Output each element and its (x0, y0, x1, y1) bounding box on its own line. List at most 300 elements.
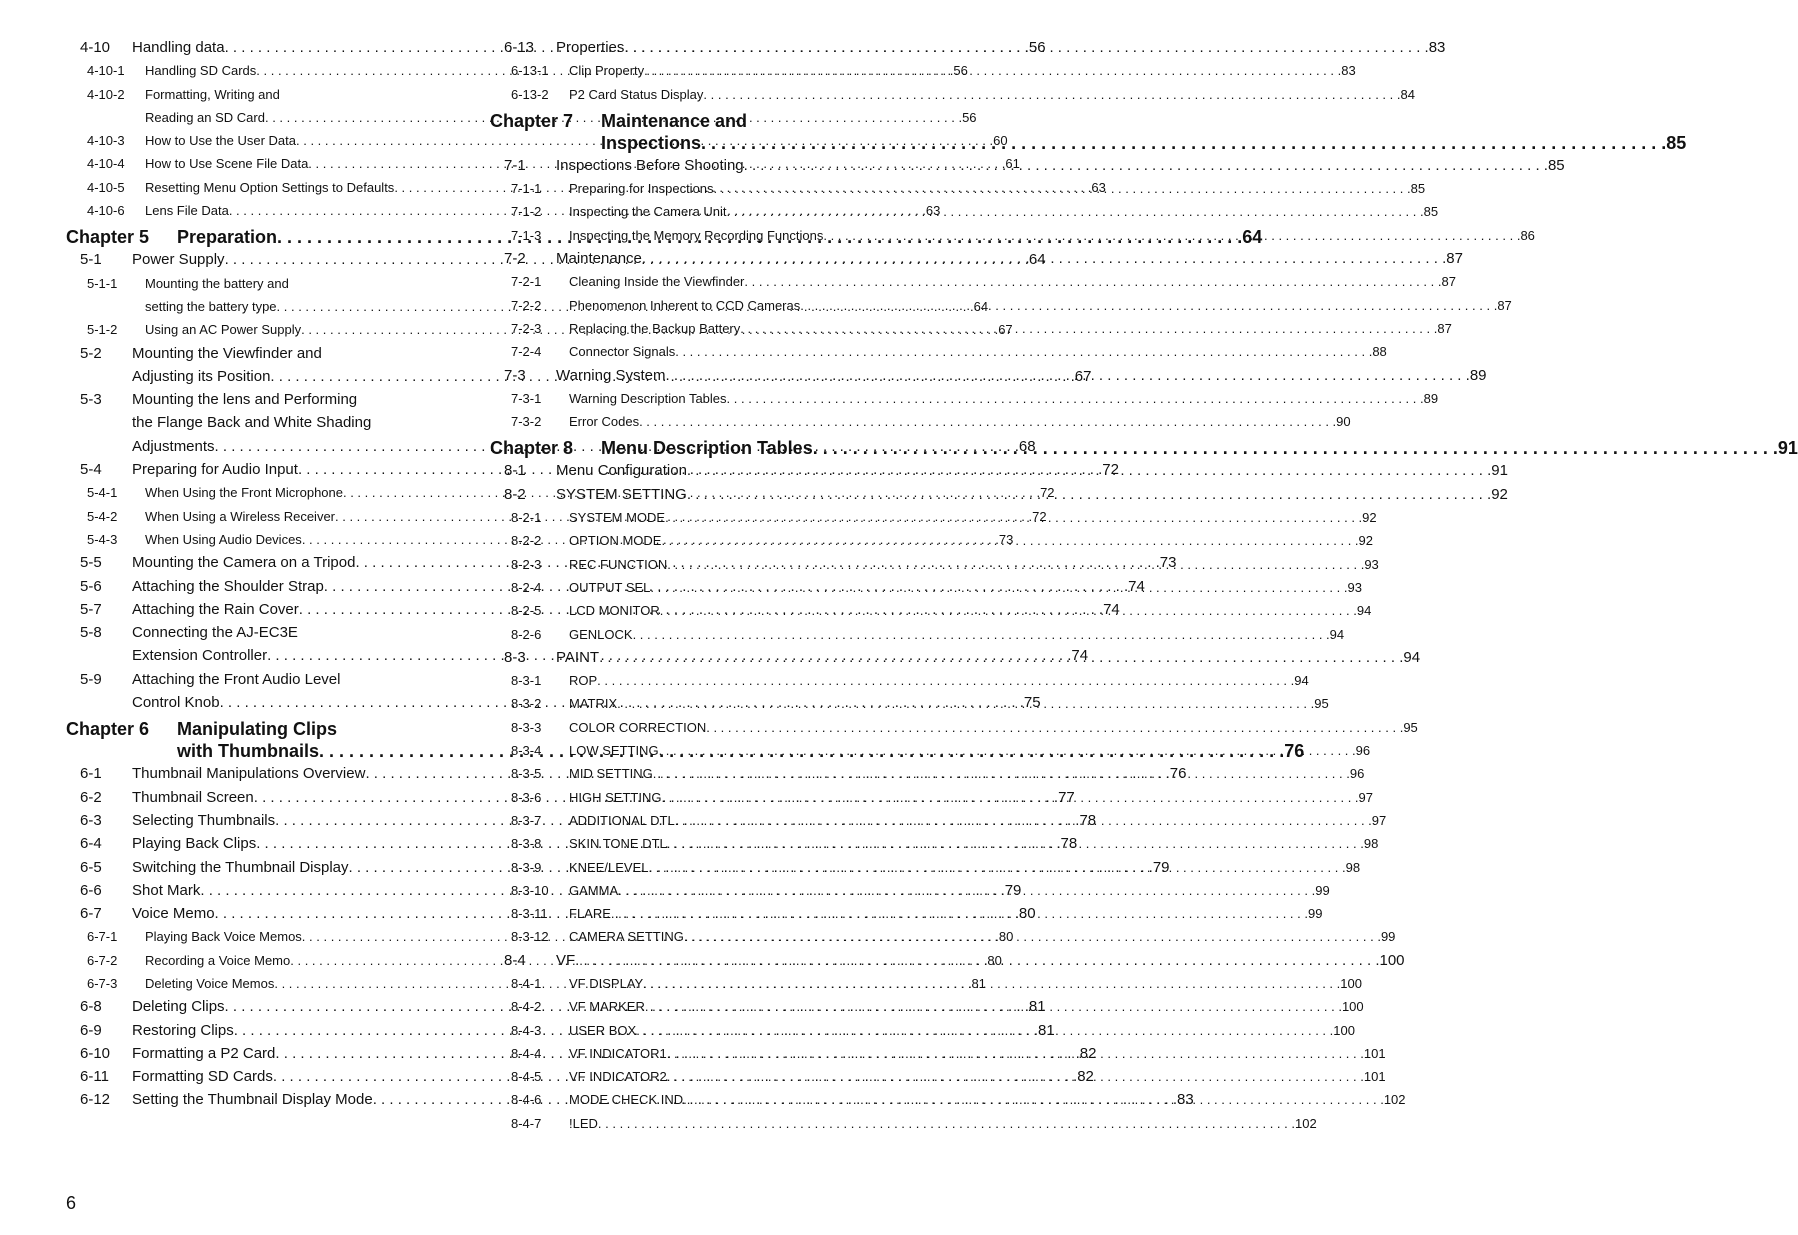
toc-entry-title: Maintenance (556, 250, 642, 268)
toc-entry-title: Warning Description Tables (569, 390, 727, 406)
toc-entry-title: VF INDICATOR1 (569, 1045, 667, 1061)
toc-entry-number: 8-3-7 (511, 812, 542, 828)
toc-page-number: 72 (1040, 485, 1055, 501)
toc-page-number: 96 (1349, 766, 1365, 782)
toc-page-number: 80 (1018, 905, 1036, 923)
toc-subsection-entry[interactable] (66, 272, 448, 295)
toc-entry-number: 8-2-1 (511, 510, 542, 526)
toc-entry-title: Inspecting the Camera Unit (569, 204, 727, 220)
toc-entry-number: 4-10 (80, 39, 111, 56)
toc-leader-dots (599, 646, 1403, 669)
toc-leader-dots (667, 832, 1364, 855)
toc-entry-title: Replacing the Backup Battery (569, 320, 741, 336)
toc-entry-title: Recording a Voice Memo (145, 952, 291, 968)
toc-section-entry[interactable] (66, 342, 448, 365)
toc-entry-number: 7-2-3 (511, 320, 542, 336)
toc-leader-dots (667, 553, 1364, 576)
toc-page-number: 92 (1491, 485, 1508, 503)
toc-entry-number: 7-2-1 (511, 274, 542, 290)
toc-entry-title: When Using Audio Devices (145, 531, 302, 547)
toc-page-number: 78 (1079, 811, 1097, 829)
toc-entry-number: 8-3 (504, 648, 526, 666)
toc-leader-dots (645, 995, 1342, 1018)
toc-page-number: 78 (1060, 835, 1078, 853)
toc-entry-title: KNEE/LEVEL (569, 859, 649, 875)
toc-entry-title: !LED (569, 1115, 598, 1131)
toc-entry-title: Reading an SD Card (145, 109, 265, 125)
toc-page-number: 92 (1362, 510, 1377, 526)
toc-entry-title: Adjustments (132, 437, 215, 455)
toc-page-number: 87 (1437, 320, 1452, 336)
toc-entry-number: 6-3 (80, 811, 102, 829)
toc-page-number: 93 (1364, 556, 1379, 572)
toc-subsection-entry[interactable] (490, 410, 1351, 433)
toc-page-number: 99 (1308, 906, 1323, 922)
toc-entry-number: 7-2 (504, 250, 526, 268)
toc-entry-title: Maintenance and (601, 110, 748, 131)
toc-leader-dots (633, 623, 1330, 646)
toc-page-number: 72 (1032, 508, 1047, 524)
toc-entry-title: PAINT (556, 648, 600, 666)
toc-entry-title: GAMMA (569, 882, 619, 898)
toc-entry-number: 8-3-3 (511, 719, 542, 735)
toc-entry-title: ADDITIONAL DTL (569, 812, 675, 828)
toc-leader-dots (667, 1042, 1364, 1065)
toc-entry-number: 8-3-4 (511, 743, 542, 759)
toc-entry-number: 4-10-5 (87, 179, 125, 195)
toc-page-number: 75 (1023, 694, 1041, 712)
toc-entry-title: LOW SETTING (569, 743, 659, 759)
toc-leader-dots (727, 200, 1424, 223)
toc-page-number: 94 (1356, 603, 1372, 619)
toc-entry-number: 4-10-1 (87, 63, 125, 79)
toc-section-entry[interactable] (66, 668, 448, 691)
toc-subsection-entry[interactable] (490, 1112, 1317, 1135)
toc-page-number: 100 (1333, 1022, 1355, 1038)
toc-leader-dots (727, 387, 1424, 410)
toc-entry-title: Attaching the Shoulder Strap (132, 577, 324, 595)
toc-page-number: 67 (998, 322, 1013, 338)
toc-entry-number: 4-10-2 (87, 86, 125, 102)
toc-entry-number: 8-4-1 (511, 975, 542, 991)
toc-page-number: 72 (1102, 461, 1119, 479)
toc-page-number: 95 (1403, 719, 1418, 735)
toc-leader-dots (740, 317, 1437, 340)
toc-entry-title: Preparation (177, 227, 278, 248)
toc-entry-title: Formatting a P2 Card (132, 1044, 276, 1062)
toc-entry-title: Thumbnail Manipulations Overview (132, 765, 366, 783)
toc-leader-dots (644, 59, 1341, 82)
toc-subsection-entry[interactable] (490, 623, 1345, 646)
toc-entry-number: 7-1-3 (511, 227, 542, 243)
toc-entry-title: How to Use Scene File Data (145, 156, 309, 172)
toc-page-number: 56 (1028, 39, 1046, 56)
toc-entry-title: VF MARKER (569, 999, 645, 1015)
toc-leader-dots (813, 437, 1778, 459)
toc-page-number: 74 (1071, 647, 1089, 665)
toc-entry-title: Connecting the AJ-EC3E (132, 624, 298, 642)
toc-section-entry[interactable] (66, 621, 448, 644)
toc-entry-number: 7-1 (504, 156, 526, 174)
toc-entry-number: Chapter 5 (66, 227, 150, 248)
toc-entry-title: Control Knob (132, 694, 220, 712)
toc-entry-title: SYSTEM SETTING (556, 485, 687, 503)
toc-entry-title: Deleting Clips (132, 998, 225, 1016)
toc-leader-dots (665, 364, 1469, 387)
toc-entry-title: Inspecting the Memory Recording Functions (569, 227, 824, 243)
toc-entry-number: 6-1 (80, 765, 102, 783)
toc-entry-number: 8-3-8 (511, 836, 542, 852)
toc-entry-number: 8-3-2 (511, 696, 542, 712)
toc-page-number: 83 (1341, 63, 1356, 79)
toc-entry-title: with Thumbnails (177, 741, 319, 762)
toc-entry-number: 7-2-4 (511, 344, 542, 360)
toc-entry-title: Preparing for Audio Input (132, 461, 298, 479)
toc-entry-title: Resetting Menu Option Settings to Defaults (145, 179, 395, 195)
toc-entry-title: Properties (556, 39, 625, 56)
toc-page-number: 83 (1177, 1091, 1194, 1109)
toc-entry-title: USER BOX (569, 1022, 637, 1038)
page-number: 6 (66, 1193, 77, 1213)
toc-entry-title: Menu Description Tables (601, 438, 813, 459)
toc-page-number: 97 (1358, 789, 1374, 805)
toc-page-number: 87 (1441, 274, 1456, 290)
toc-leader-dots (661, 529, 1358, 552)
toc-leader-dots (714, 177, 1411, 200)
toc-entry-number: 5-4-3 (87, 531, 118, 547)
toc-page-number: 76 (1284, 741, 1305, 762)
toc-entry-number: 8-4-2 (511, 999, 542, 1015)
toc-entry-number: 6-13 (504, 39, 535, 56)
toc-entry-title: Phenomenon Inherent to CCD Cameras (569, 297, 801, 313)
toc-entry-number: 8-3-6 (511, 789, 542, 805)
toc-section-entry[interactable] (66, 388, 448, 411)
toc-leader-dots (823, 224, 1520, 247)
toc-page-number: 85 (1410, 181, 1426, 197)
toc-leader-dots (744, 270, 1441, 293)
toc-entry-number: 8-3-12 (511, 929, 549, 945)
toc-page-number: 83 (1428, 39, 1446, 56)
toc-entry-number: 6-13-2 (511, 86, 549, 102)
toc-page-number: 79 (1004, 881, 1022, 899)
toc-entry-number: 6-7 (80, 905, 102, 923)
toc-entry-title: VF INDICATOR2 (569, 1069, 667, 1085)
toc-page-number: 64 (1242, 227, 1263, 248)
toc-entry-number: 8-2-6 (511, 626, 542, 642)
toc-page-number: 81 (971, 975, 986, 991)
toc-entry-title: Setting the Thumbnail Display Mode (132, 1091, 373, 1109)
toc-page-number: 63 (1091, 179, 1106, 195)
toc-entry-title: Mounting the battery and (145, 275, 289, 291)
toc-leader-dots (642, 247, 1446, 270)
toc-page-number: 81 (1038, 1021, 1055, 1039)
toc-entry-number: 5-6 (80, 577, 102, 595)
toc-entry-title: Attaching the Rain Cover (132, 600, 299, 618)
toc-entry-title: the Flange Back and White Shading (132, 414, 372, 432)
toc-entry-title: OUTPUT SEL (569, 579, 651, 595)
toc-page-number: 94 (1403, 648, 1421, 666)
toc-leader-dots (597, 669, 1294, 692)
toc-subsection-entry[interactable] (490, 340, 1387, 363)
toc-entry-number: 5-1-1 (87, 275, 118, 291)
toc-leader-dots (687, 459, 1491, 482)
toc-leader-dots (687, 1088, 1384, 1111)
toc-leader-dots (575, 949, 1379, 972)
toc-entry-title: Attaching the Front Audio Level (132, 670, 341, 688)
toc-entry-number: 8-4-5 (511, 1069, 542, 1085)
toc-page-number: 89 (1469, 366, 1487, 384)
toc-page-number: 96 (1355, 743, 1371, 759)
toc-leader-dots (684, 925, 1381, 948)
toc-entry-number: 7-1-1 (511, 181, 542, 197)
toc-entry-number: 5-9 (80, 670, 102, 688)
toc-entry-number: 6-10 (80, 1044, 111, 1062)
toc-page-number: 100 (1379, 951, 1405, 969)
toc-entry-number: 8-4 (504, 951, 526, 969)
toc-leader-dots (617, 692, 1314, 715)
toc-leader-dots (701, 132, 1666, 154)
toc-page-number: 94 (1294, 673, 1309, 689)
toc-entry-title: SKIN TONE DTL (569, 836, 667, 852)
toc-entry-title: How to Use the User Data (145, 133, 297, 149)
toc-page-number: 91 (1777, 438, 1798, 459)
toc-leader-dots (649, 856, 1346, 879)
toc-leader-dots (706, 716, 1403, 739)
toc-page-number: 85 (1547, 156, 1565, 174)
toc-page-number: 90 (1336, 414, 1351, 430)
toc-entry-title: VF (556, 951, 576, 969)
toc-section-entry[interactable] (66, 411, 448, 434)
toc-entry-number: 6-5 (80, 858, 102, 876)
toc-page-number: 101 (1363, 1045, 1386, 1061)
toc-entry-number: 6-11 (80, 1068, 109, 1086)
toc-entry-title: Handling data (132, 39, 225, 56)
toc-entry-number: 5-1-2 (87, 322, 118, 338)
toc-page-number: 91 (1491, 462, 1508, 480)
toc-entry-title: Mounting the Viewfinder and (132, 344, 322, 362)
toc-entry-title: P2 Card Status Display (569, 86, 704, 102)
toc-entry-title: When Using a Wireless Receiver (145, 508, 336, 524)
toc-entry-number: 8-4-4 (511, 1045, 542, 1061)
toc-entry-number: 6-4 (80, 835, 102, 853)
toc-leader-dots (744, 154, 1548, 177)
toc-entry-title: Thumbnail Screen (132, 788, 254, 806)
toc-page-number: 68 (1018, 437, 1036, 455)
toc-page-number: 82 (1079, 1044, 1097, 1062)
toc-page-number: 101 (1363, 1069, 1386, 1085)
toc-entry-title: Selecting Thumbnails (132, 811, 276, 829)
toc-entry-title: Voice Memo (132, 905, 215, 923)
toc-entry-title: Playing Back Voice Memos (145, 929, 302, 945)
toc-page-number: 76 (1169, 765, 1187, 783)
toc-leader-dots (598, 1112, 1295, 1135)
toc-chapter-entry[interactable] (490, 110, 872, 132)
toc-page-number: 64 (1028, 251, 1046, 269)
toc-entry-title: OPTION MODE (569, 533, 662, 549)
toc-leader-dots (660, 599, 1357, 622)
toc-subsection-entry[interactable] (66, 83, 448, 106)
toc-entry-number: 7-3-2 (511, 414, 542, 430)
toc-entry-number: 8-3-9 (511, 859, 542, 875)
toc-page-number: 61 (1005, 156, 1020, 172)
toc-entry-title: When Using the Front Microphone (145, 485, 343, 501)
toc-page-number: 77 (1058, 788, 1075, 806)
toc-entry-number: 4-10-6 (87, 203, 125, 219)
toc-entry-title: Lens File Data (145, 203, 229, 219)
toc-entry-number: 8-3-1 (511, 673, 542, 689)
toc-entry-title: Menu Configuration (556, 462, 687, 480)
toc-leader-dots (624, 36, 1428, 59)
toc-entry-title: MID SETTING (569, 766, 653, 782)
toc-entry-number: Chapter 8 (490, 438, 574, 459)
toc-page-number: 60 (993, 133, 1008, 149)
toc-entry-number: 5-4-2 (87, 508, 118, 524)
toc-entry-title: Mounting the lens and Performing (132, 391, 358, 409)
toc-entry-title: Using an AC Power Supply (145, 322, 302, 338)
toc-page-number: 98 (1363, 836, 1379, 852)
toc-entry-title: Power Supply (132, 251, 225, 269)
toc-entry-number: 7-2-2 (511, 297, 542, 313)
toc-entry-number: 6-13-1 (511, 63, 549, 79)
toc-entry-title: Warning System (556, 366, 666, 384)
toc-entry-title: Clip Property (569, 63, 645, 79)
toc-page-number: 99 (1315, 882, 1330, 898)
toc-page-number: 100 (1341, 999, 1364, 1015)
toc-entry-title: Switching the Thumbnail Display (132, 858, 349, 876)
toc-entry-title: Manipulating Clips (177, 719, 337, 740)
toc-entry-title: MATRIX (569, 696, 618, 712)
toc-entry-title: FLARE (569, 906, 611, 922)
toc-page-number: 87 (1497, 297, 1512, 313)
toc-page-number: 67 (1074, 367, 1092, 385)
toc-entry-number: Chapter 6 (66, 719, 150, 740)
toc-entry-number: 8-2-3 (511, 556, 542, 572)
toc-entry-number: Chapter 7 (490, 110, 574, 131)
toc-page-number: 100 (1340, 975, 1362, 991)
toc-entry-number: 6-8 (80, 998, 102, 1016)
toc-entry-title: Formatting, Writing and (145, 86, 280, 102)
toc-leader-dots (639, 410, 1336, 433)
toc-entry-title: Error Codes (569, 414, 640, 430)
toc-entry-title: Shot Mark (132, 881, 201, 899)
toc-page-number: 84 (1400, 86, 1415, 102)
toc-page-number: 85 (1423, 204, 1439, 220)
toc-entry-number: 8-3-5 (511, 766, 542, 782)
toc-entry-title: setting the battery type (145, 298, 277, 314)
toc-entry-number: 5-3 (80, 391, 102, 409)
toc-page-number: 87 (1446, 250, 1463, 268)
toc-page-number: 85 (1666, 132, 1687, 153)
toc-page-number: 73 (1159, 554, 1177, 572)
toc-page-number: 86 (1520, 227, 1535, 243)
toc-entry-number: 5-8 (80, 624, 102, 642)
toc-entry-title: Inspections Before Shooting (556, 156, 744, 174)
toc-entry-number: 8-3-10 (511, 882, 549, 898)
toc-page-number: 102 (1295, 1115, 1317, 1131)
toc-page-number: 79 (1152, 858, 1170, 876)
toc-entry-title: HIGH SETTING (569, 789, 662, 805)
toc-entry-number: 5-1 (80, 251, 102, 269)
toc-page-number: 82 (1077, 1068, 1094, 1086)
toc-entry-title: Restoring Clips (132, 1021, 234, 1039)
toc-entry-number: 7-3-1 (511, 390, 542, 406)
toc-entry-number: 8-2 (504, 485, 526, 503)
toc-page-number: 99 (1380, 929, 1396, 945)
toc-entry-title: Mounting the Camera on a Tripod (132, 554, 356, 572)
toc-page-number: 95 (1314, 696, 1329, 712)
toc-entry-title: COLOR CORRECTION (569, 719, 707, 735)
toc-leader-dots (667, 1065, 1364, 1088)
toc-entry-number: 4-10-4 (87, 156, 125, 172)
toc-leader-dots (675, 809, 1372, 832)
toc-entry-number: 5-5 (80, 554, 102, 572)
toc-subsection-entry[interactable] (490, 669, 1309, 692)
toc-page-number: 98 (1345, 859, 1361, 875)
toc-entry-number: 8-3-11 (511, 906, 548, 922)
toc-leader-dots (650, 576, 1347, 599)
toc-page-number: 64 (973, 298, 989, 314)
toc-entry-title: Formatting SD Cards (132, 1068, 273, 1086)
toc-page-number: 89 (1423, 390, 1439, 406)
toc-leader-dots (800, 294, 1497, 317)
toc-subsection-entry[interactable] (490, 716, 1418, 739)
toc-page-number: 81 (1028, 998, 1046, 1016)
toc-page-number: 93 (1347, 579, 1362, 595)
toc-leader-dots (653, 762, 1350, 785)
toc-entry-number: 6-6 (80, 881, 102, 899)
toc-entry-number: 8-4-3 (511, 1022, 542, 1038)
toc-leader-dots (636, 1019, 1333, 1042)
toc-entry-number: 5-4-1 (87, 485, 118, 501)
toc-entry-number: 8-2-4 (511, 579, 542, 595)
toc-page-number: 56 (953, 63, 968, 79)
toc-entry-title: GENLOCK (569, 626, 633, 642)
toc-entry-title: CAMERA SETTING (569, 929, 684, 945)
toc-entry-number: 5-7 (80, 600, 102, 618)
toc-entry-title: Connector Signals (569, 344, 676, 360)
toc-leader-dots (703, 83, 1400, 106)
toc-entry-number: 8-2-5 (511, 603, 542, 619)
toc-entry-title: Extension Controller (132, 647, 268, 665)
toc-page-number: 74 (1103, 600, 1120, 618)
toc-entry-number: 6-12 (80, 1091, 111, 1109)
toc-page-number: 97 (1371, 812, 1387, 828)
toc-entry-title: MODE CHECK IND. (569, 1092, 687, 1108)
toc-leader-dots (665, 506, 1362, 529)
toc-leader-dots (675, 340, 1372, 363)
toc-page-number: 80 (998, 929, 1014, 945)
toc-entry-title: VF DISPLAY (569, 975, 644, 991)
toc-leader-dots (659, 739, 1356, 762)
toc-page-number: 63 (925, 203, 941, 219)
toc-entry-title: Handling SD Cards (145, 63, 257, 79)
toc-entry-number: 6-7-3 (87, 975, 118, 991)
toc-entry-title: Cleaning Inside the Viewfinder (569, 274, 745, 290)
toc-entry-number: 5-4 (80, 461, 102, 479)
toc-page-number: 56 (962, 109, 977, 125)
toc-subsection-entry[interactable] (490, 270, 1456, 293)
toc-subsection-entry[interactable] (490, 387, 1439, 410)
toc-entry-number: 6-2 (80, 788, 102, 806)
toc-entry-number: 6-7-1 (87, 929, 118, 945)
toc-leader-dots (643, 972, 1340, 995)
toc-chapter-entry[interactable] (66, 718, 448, 740)
toc-entry-title: REC FUNCTION (569, 556, 668, 572)
toc-entry-number: 8-4-7 (511, 1115, 542, 1131)
toc-leader-dots (687, 483, 1491, 506)
toc-entry-number: 5-2 (80, 344, 102, 362)
toc-subsection-entry[interactable] (490, 83, 1415, 106)
